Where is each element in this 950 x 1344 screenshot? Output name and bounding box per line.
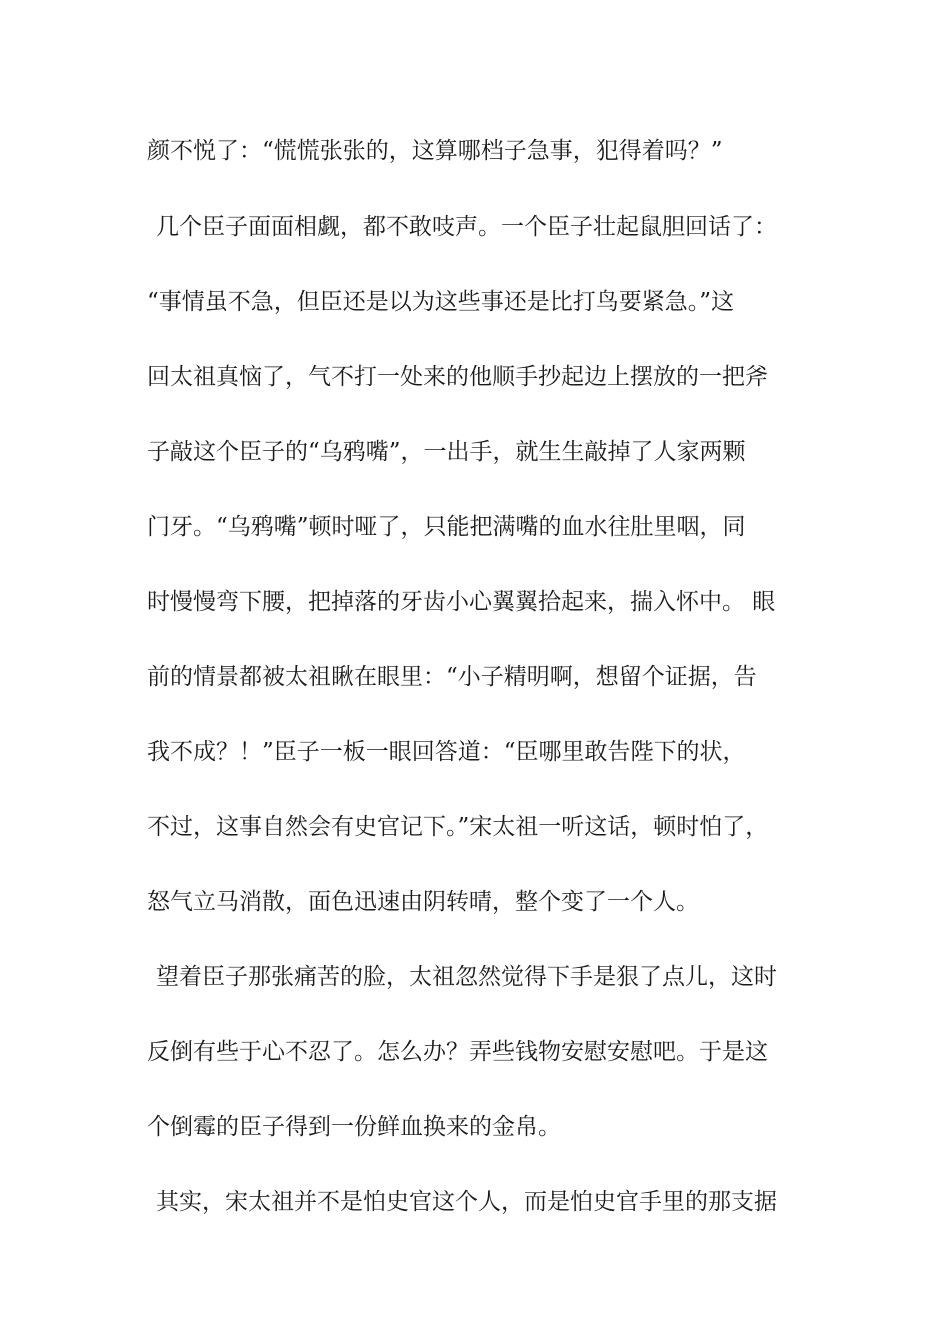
text-line: 反倒有些于心不忍了。怎么办？弄些钱物安慰安慰吧。于是这	[147, 1039, 768, 1065]
text-line: “事情虽不急，但臣还是以为这些事还是比打鸟要紧急。”这	[147, 289, 735, 315]
text-line: 回太祖真恼了，气不打一处来的他顺手抄起边上摆放的一把斧	[147, 364, 768, 390]
text-line: 不过，这事自然会有史官记下。”宋太祖一听这话，顿时怕了，	[147, 814, 769, 840]
text-line: 怒气立马消散，面色迅速由阴转晴，整个变了一个人。	[147, 889, 699, 915]
text-line: 时慢慢弯下腰，把掉落的牙齿小心翼翼拾起来，揣入怀中。 眼	[147, 589, 776, 615]
text-line: 前的情景都被太祖瞅在眼里：“小子精明啊，想留个证据，告	[147, 664, 757, 690]
text-line: 我不成？！”臣子一板一眼回答道：“臣哪里敢告陛下的状，	[147, 739, 746, 765]
text-line: 门牙。“乌鸦嘴”顿时哑了，只能把满嘴的血水往肚里咽，同	[147, 514, 746, 540]
text-line: 个倒霉的臣子得到一份鲜血换来的金帛。	[147, 1114, 561, 1140]
text-line: 几个臣子面面相觑，都不敢吱声。一个臣子壮起鼠胆回话了：	[156, 214, 777, 240]
text-line: 子敲这个臣子的“乌鸦嘴”，一出手，就生生敲掉了人家两颗	[147, 439, 746, 465]
text-line: 其实，宋太祖并不是怕史官这个人，而是怕史官手里的那支据	[156, 1189, 777, 1215]
text-line: 望着臣子那张痛苦的脸，太祖忽然觉得下手是狠了点儿，这时	[156, 964, 777, 990]
text-line: 颜不悦了：“慌慌张张的，这算哪档子急事，犯得着吗？”	[147, 138, 723, 164]
